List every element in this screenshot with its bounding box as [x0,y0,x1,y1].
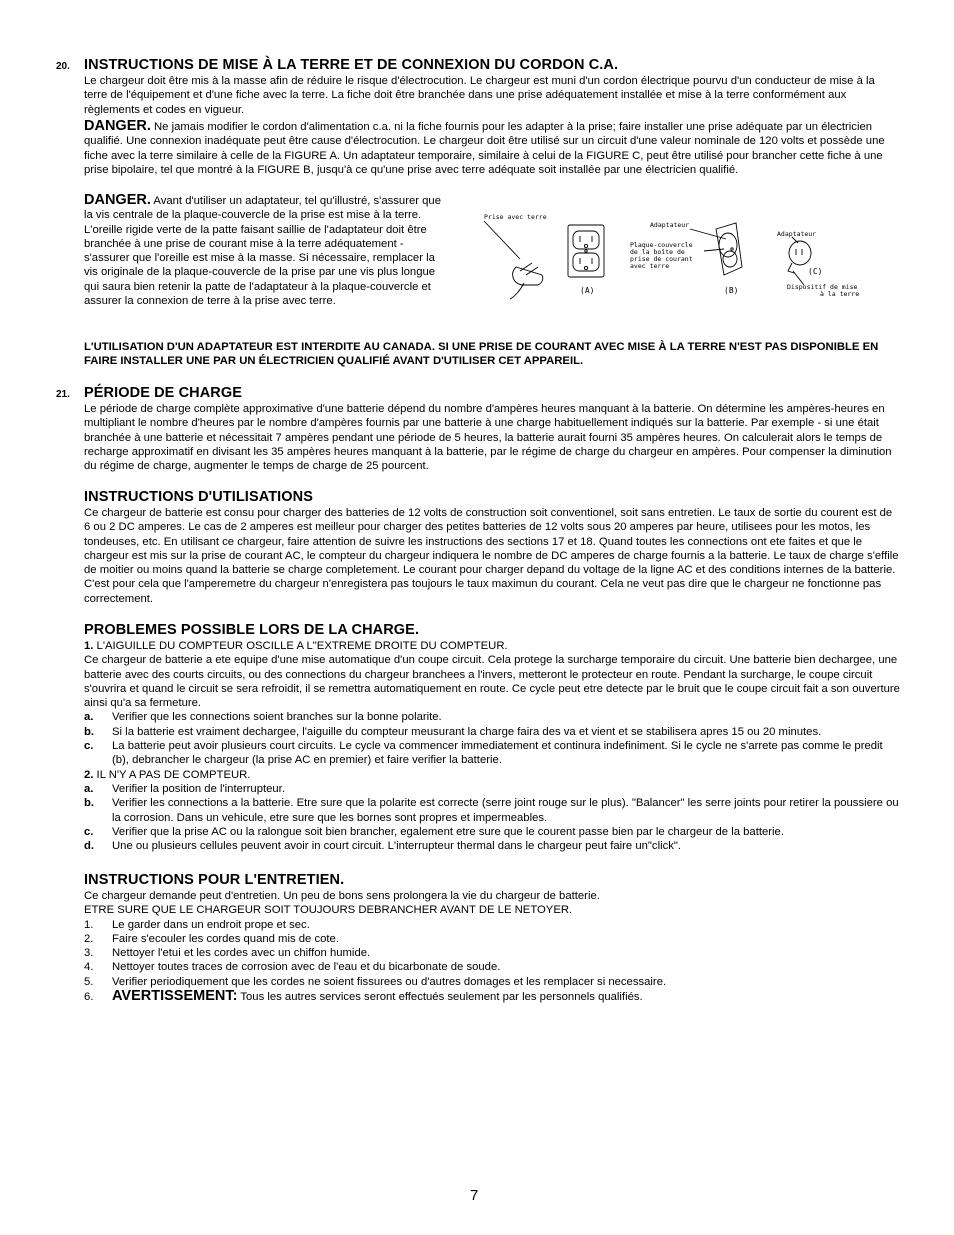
section-title: INSTRUCTIONS DE MISE À LA TERRE ET DE CONNEXION DU CORDON C.A. [84,57,619,73]
usage-paragraph: Ce chargeur de batterie est consu pour charger des batteries de 12 volts de construction soit conventionel, soit sans entretien. Le taux de sortie du courent est de 6 ou 2 DC amperes. Le cas de 2 amperes est meilleur pour charger des petites batteries de 12 volts sous 20 amperes par heure, utilisees pour les motos, les tondeuses, etc. En utilisant ce chargeur, faire attention de suivre les instructions des sections 17 et 18. Quand toutes les connections ont ete faites et que le chargeur est mis sur la prise de courant AC, le compteur du chargeur indiquera le nombre de DC amperes de charge fournis a la batterie. Le taux de charge s'effile de moitier ou moins quand la batterie se charge completement. Le courant pour charger depand du voltage de la ligne AC et des conditions internes de la batterie. C'est pour cela que l'amperemetre du chargeur n'enregistera pas toujours le taux maximun du courant. Cela ne veut pas dire que le chargeur ne fonctionne pas correctement. [84,507,899,605]
list-text: Verifier la position de l'interrupteur. [112,782,285,795]
list-item [84,825,900,839]
label-prise: Prise avec terre [484,213,547,221]
section-number: 21. [56,389,70,400]
list-text: Verifier que la prise AC ou la ralongue soit bien brancher, egalement etre sure que le courent passe bien par le chargeur de la batterie. [112,825,784,838]
adapter-icon [789,241,811,265]
list-item [84,739,900,768]
list-text: Nettoyer l'etui et les cordes avec un chiffon humide. [112,947,371,960]
label-adaptateur-b: Adaptateur [650,221,690,229]
warning-label: AVERTISSEMENT: [112,988,238,1005]
list-marker: 2. [84,932,94,945]
list-text: Faire s'ecouler les cordes quand mis de cote. [112,932,339,945]
maintenance-list [84,918,900,989]
figure-a-label: (A) [580,286,595,295]
list-marker: b. [84,725,95,738]
list-text: Verifier periodiquement que les cordes ne soient fissurees ou d'autres domages et les remplacer si necessaire. [112,975,667,988]
plug-icon [513,267,543,285]
list-marker: 1. [84,918,94,931]
figure-c-label: (C) [808,267,823,276]
label-plaque: Plaque-couvercle de la boîte de prise de courant avec terre [630,241,693,270]
adapter-danger-paragraph: DANGER. Avant d'utiliser un adaptateur, tel qu'illustré, s'assurer que la vis centrale de la plaque-couvercle de la prise est mise à la terre. L'oreille rigide verte de la patte faisant saillie de l'adaptateur doit être branchée à une prise de courant mise à la terre adéquatement - s'assurer que l'oreille est mise à la masse. Si nécessaire, remplacer la vis originale de la plaque-couvercle de la prise par une vis plus longue qui saura bien retenir la patte de l'adaptateur à la plaque-couvercle et assurer la connexion de terre à la prise avec terre. [84,192,441,308]
list-item [84,932,900,946]
page-number: 7 [470,1187,479,1204]
danger-paragraph: DANGER. Ne jamais modifier le cordon d'alimentation c.a. ni la fiche fournis pour les adapter à la prise; faire installer une prise adéquate par un électricien qualifié. Une connexion inadéquate peut être cause d'électrocution. Le chargeur doit être utilisé sur un circuit d'une valeur nominale de 120 volts et possède une fiche avec la terre similaire à celle de la FIGURE A. Un adaptateur temporaire, similaire à celui de la FIGURE C, peut être utilisé pour brancher cette fiche à une prise bipolaire, tel que montré à la FIGURE B, jusqu'à ce qu'une prise avec terre adéquate soit installée par une électricien qualifié. [84,118,885,176]
list-item [84,839,900,853]
list-item [84,782,900,796]
list-item: 6. AVERTISSEMENT: Tous les autres services seront effectués seulement par les personnels qualifiés. [84,988,643,1005]
canada-warning: L'UTILISATION D'UN ADAPTATEUR EST INTERDITE AU CANADA. SI UNE PRISE DE COURANT AVEC MISE À LA TERRE N'EST PAS DISPONIBLE EN FAIRE INSTALLER UNE PAR UN ÉLECTRICIEN QUALIFIÉ AVANT D'UTILISER CET APPAREIL. [84,341,879,368]
problems-title: PROBLEMES POSSIBLE LORS DE LA CHARGE. [84,622,420,638]
list-text: Nettoyer toutes traces de corrosion avec de l'eau et du bicarbonate de soude. [112,961,501,974]
list-item [84,960,900,974]
list-marker: c. [84,825,94,838]
maintenance-block: Ce chargeur demande peut d'entretien. Un peu de bons sens prolongera la vie du chargeur de batterie. ETRE SURE QUE LE CHARGEUR SOIT TOUJOURS DEBRANCHER AVANT DE LE NETOYER. 1. Le garder dans un endroit prope et sec. 2. Faire s'ecouler les cordes quand mis de cote. 3. Nettoyer l'etui et les cordes avec un chiffon humide. 4. Nettoyer toutes traces de corrosion avec de l'eau et du bicarbonate de soude. 5. Verifier periodiquement que les cordes ne soient fissurees ou d'autres domages et les remplacer si necessaire. 6. AVERTISSEMENT: Tous les autres services seront effectués seulement par les personnels qualifiés. [84,889,900,1004]
list-item [84,725,900,739]
list-item [84,796,900,825]
problem-1-list [84,710,900,767]
list-text: Si la batterie est vraiment dechargee, l'aiguille du compteur meusurant la charge faira des va et vient et se stabilisera apres 15 ou 20 minutes. [112,725,822,738]
list-marker: d. [84,840,95,853]
list-item [84,710,900,724]
problem-2-list [84,782,900,853]
charge-period-paragraph: Le période de charge complète approximative d'une batterie dépend du nombre d'ampères heures manquant à la batterie. On détermine les ampères-heures en multipliant le nombre d'heures par le nombre d'ampères fournis par une batterie à une charge habituellement indiqués sur la batterie. Par exemple - si une était branchée à une batterie et nécessitait 7 ampères pendant une période de 5 heures, la batterie aurait fourni 35 ampères heures. On calculerait alors le temps de recharge approximatif en divisant les 35 ampères heures manquant à la batterie, par le régime de charge du chargeur en ampères. Pour compenser la diminution du régime de charge, augmenter le temps de charge de 25 pourcent. [84,403,892,473]
grounding-figure [480,205,880,305]
figure-b-label: (B) [724,286,739,295]
list-text: Verifier les connections a la batterie. Etre sure que la polarite est correcte (serre joint rouge sur le plus). "Balancer" les serre joints pour retirer la poussiere ou la corrosion. Dans un vehicule, etre sure que les bornes sont propres et impermeables. [112,797,899,824]
danger-label: DANGER. [84,118,151,134]
list-item [84,975,900,989]
usage-title: INSTRUCTIONS D'UTILISATIONS [84,489,314,505]
list-item [84,946,900,960]
list-marker: c. [84,740,94,753]
list-marker: a. [84,711,94,724]
list-marker: 4. [84,961,94,974]
list-text: Verifier que les connections soient branches sur la bonne polarite. [112,711,442,724]
list-text: Une ou plusieurs cellules peuvent avoir in court circuit. L'interrupteur thermal dans le chargeur peut faire un"click". [112,840,682,853]
grounding-paragraph: Le chargeur doit être mis à la masse afin de réduire le risque d'électrocution. Le chargeur est muni d'un cordon électrique pourvu d'un conducteur de mise à la terre de l'équipement et d'une fiche avec la terre. La fiche doit être branchée dans une prise adéquatement installée et mise à la terre conformément aux règlements et codes en vigueur. [84,75,875,116]
list-marker: 3. [84,947,94,960]
list-text: La batterie peut avoir plusieurs court circuits. Le cycle va commencer immediatement et continura indefiniment. Si le cycle ne s'arrete pas comme le predit (b), debrancher le chargeur (la prise AC en premier) et faire verifier la batterie. [112,740,883,767]
problems-block: 1. L'AIGUILLE DU COMPTEUR OSCILLE A L"EXTREME DROITE DU COMPTEUR. Ce chargeur de batterie a ete equipe d'une mise automatique d'un coupe circuit. Cela protege la surcharge temporaire du circuit. Une batterie bien dechargee, une batterie avec des courts circuits, ou des connections du chargeur branchees a l'invers, metteront le protecteur en route. Pendant la surcharge, le coupe circuit s'ouvrira et quand le circuit se sera refroidit, il se remettra automatiquement en route. Ce cycle peut etre detecte par le bruit que le coupe circuit fait a son ouverture ainsi qu'a sa fermeture. a. Verifier que les connections soient branches sur la bonne polarite. b. Si la batterie est vraiment dechargee, l'aiguille du compteur meusurant la charge faira des va et vient et se stabilisera apres 15 ou 20 minutes. c. La batterie peut avoir plusieurs court circuits. Le cycle va commencer immediatement et continura indefiniment. Si le cycle ne s'arrete pas comme le predit (b), debrancher le chargeur (la prise AC en premier) et faire verifier la batterie. 2. IL N'Y A PAS DE COMPTEUR. a. Verifier la position de l'interrupteur. b. Verifier les connections a la batterie. Etre sure que la polarite est correcte (serre joint rouge sur le plus). "Balancer" les serre joints pour retirer la poussiere ou la corrosion. Dans un vehicule, etre sure que les bornes sont propres et impermeables. c. Verifier que la prise AC ou la ralongue soit bien brancher, egalement etre sure que le courent passe bien par le chargeur de la batterie. d. Une ou plusieurs cellules peuvent avoir in court circuit. L'interrupteur thermal dans le chargeur peut faire un"click". [84,640,900,853]
label-dispositif: Dispositif de mise à la terre [787,283,860,298]
section-number: 20. [56,61,70,72]
section-title: PÉRIODE DE CHARGE [84,385,242,401]
list-text: Le garder dans un endroit prope et sec. [112,918,310,931]
list-marker: 5. [84,975,94,988]
label-adaptateur-c: Adaptateur [777,230,817,238]
list-marker: a. [84,782,94,795]
list-item [84,918,900,932]
danger-label: DANGER. [84,192,151,208]
list-marker: b. [84,797,95,810]
maintenance-title: INSTRUCTIONS POUR L'ENTRETIEN. [84,872,345,888]
